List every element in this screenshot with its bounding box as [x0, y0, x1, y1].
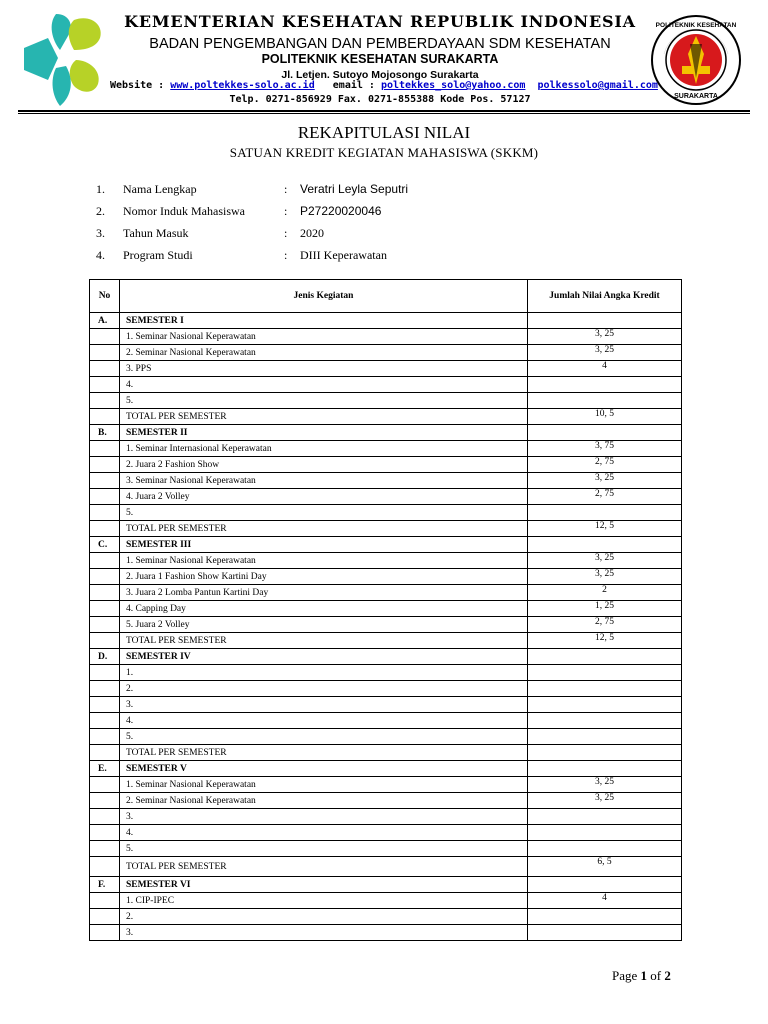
info-colon: : [284, 248, 288, 262]
table-row [90, 329, 682, 345]
row-credit: 4 [528, 361, 682, 377]
row-no: D. [90, 649, 120, 665]
institution-name: POLITEKNIK KESEHATAN SURAKARTA [261, 52, 499, 66]
institution-address: Jl. Letjen. Sutoyo Mojosongo Surakarta [281, 69, 479, 81]
row-credit: 1, 25 [528, 601, 682, 617]
row-credit: 3, 75 [528, 441, 682, 457]
row-no [90, 841, 120, 857]
skkm-table [89, 279, 682, 941]
header-no: No [90, 280, 120, 313]
row-activity: 5. [120, 505, 528, 521]
row-activity: SEMESTER III [120, 537, 528, 553]
table-row [90, 697, 682, 713]
row-credit [528, 761, 682, 777]
row-credit: 3, 25 [528, 793, 682, 809]
row-no [90, 633, 120, 649]
row-no [90, 585, 120, 601]
row-activity: 4. [120, 377, 528, 393]
row-credit [528, 697, 682, 713]
email-label: email : [332, 80, 381, 91]
info-value: 2020 [300, 226, 324, 240]
row-no: F. [90, 877, 120, 893]
row-no [90, 441, 120, 457]
row-activity: TOTAL PER SEMESTER [120, 409, 528, 425]
row-no [90, 697, 120, 713]
row-activity: 4. [120, 713, 528, 729]
header-activity: Jenis Kegiatan [120, 280, 528, 313]
row-credit: 3, 25 [528, 777, 682, 793]
row-activity: 3. PPS [120, 361, 528, 377]
row-activity: SEMESTER I [120, 313, 528, 329]
row-activity: 3. [120, 809, 528, 825]
row-activity: 1. Seminar Nasional Keperawatan [120, 553, 528, 569]
info-value: Veratri Leyla Seputri [300, 182, 409, 196]
email-link-2[interactable]: polkessolo@gmail.com [537, 80, 658, 91]
row-activity: 4. Capping Day [120, 601, 528, 617]
row-no [90, 393, 120, 409]
row-activity: 1. [120, 665, 528, 681]
row-no [90, 857, 120, 877]
row-activity: SEMESTER II [120, 425, 528, 441]
row-credit [528, 649, 682, 665]
row-credit [528, 665, 682, 681]
info-no: 4. [96, 248, 105, 262]
row-activity: 3. [120, 925, 528, 941]
row-credit [528, 313, 682, 329]
row-activity: 5. [120, 841, 528, 857]
table-row [90, 713, 682, 729]
row-activity: 2. Juara 1 Fashion Show Kartini Day [120, 569, 528, 585]
table-row [90, 681, 682, 697]
row-activity: 2. Seminar Nasional Keperawatan [120, 793, 528, 809]
table-row [90, 489, 682, 505]
row-no: C. [90, 537, 120, 553]
info-row-year [0, 226, 768, 246]
semester-row [90, 425, 682, 441]
row-credit: 2, 75 [528, 457, 682, 473]
table-row [90, 441, 682, 457]
row-no: E. [90, 761, 120, 777]
row-no [90, 825, 120, 841]
row-credit: 4 [528, 893, 682, 909]
table-row [90, 617, 682, 633]
website-label: Website : [110, 80, 171, 91]
table-row [90, 809, 682, 825]
agency-name: BADAN PENGEMBANGAN DAN PEMBERDAYAAN SDM KESEHATAN [149, 36, 611, 52]
semester-row [90, 537, 682, 553]
table-row [90, 893, 682, 909]
semester-row [90, 313, 682, 329]
row-credit [528, 825, 682, 841]
row-credit [528, 841, 682, 857]
table-row [90, 505, 682, 521]
info-no: 3. [96, 226, 105, 240]
info-row-nim [0, 204, 768, 224]
contact-line: Telp. 0271-856929 Fax. 0271-855388 Kode Pos. 57127 [229, 94, 531, 105]
info-colon: : [284, 204, 288, 218]
row-no [90, 377, 120, 393]
row-activity: 1. CIP-IPEC [120, 893, 528, 909]
table-row [90, 601, 682, 617]
row-no [90, 601, 120, 617]
row-no [90, 793, 120, 809]
row-no [90, 409, 120, 425]
row-credit: 3, 25 [528, 345, 682, 361]
document-title: REKAPITULASI NILAI [297, 123, 471, 142]
row-activity: 2. Seminar Nasional Keperawatan [120, 345, 528, 361]
row-no [90, 553, 120, 569]
table-row [90, 553, 682, 569]
semester-row [90, 877, 682, 893]
table-row [90, 793, 682, 809]
row-activity: 5. [120, 393, 528, 409]
row-credit: 6, 5 [528, 857, 682, 877]
row-no [90, 489, 120, 505]
info-no: 2. [96, 204, 105, 218]
document-subtitle: SATUAN KREDIT KEGIATAN MAHASISWA (SKKM) [229, 145, 539, 160]
kemenkes-logo [18, 10, 108, 110]
row-credit: 3, 25 [528, 553, 682, 569]
row-credit [528, 537, 682, 553]
semester-row [90, 649, 682, 665]
row-credit: 3, 25 [528, 569, 682, 585]
row-no [90, 505, 120, 521]
info-row-name [0, 182, 768, 202]
row-no [90, 361, 120, 377]
row-no [90, 617, 120, 633]
row-no [90, 473, 120, 489]
table-row [90, 457, 682, 473]
row-credit [528, 713, 682, 729]
row-activity: SEMESTER IV [120, 649, 528, 665]
row-activity: 1. Seminar Internasional Keperawatan [120, 441, 528, 457]
row-credit [528, 393, 682, 409]
table-row [90, 825, 682, 841]
row-credit: 12, 5 [528, 633, 682, 649]
row-no [90, 681, 120, 697]
row-activity: 4. Juara 2 Volley [120, 489, 528, 505]
table-row [90, 361, 682, 377]
table-row [90, 569, 682, 585]
table-row [90, 841, 682, 857]
row-activity: 1. Seminar Nasional Keperawatan [120, 329, 528, 345]
row-credit: 2, 75 [528, 617, 682, 633]
row-no [90, 329, 120, 345]
row-activity: TOTAL PER SEMESTER [120, 633, 528, 649]
poltekkes-seal-logo [650, 14, 742, 106]
row-credit [528, 681, 682, 697]
row-no [90, 745, 120, 761]
row-no [90, 925, 120, 941]
row-activity: TOTAL PER SEMESTER [120, 857, 528, 877]
row-no [90, 729, 120, 745]
row-no [90, 713, 120, 729]
table-row [90, 729, 682, 745]
row-credit: 2, 75 [528, 489, 682, 505]
table-row [90, 393, 682, 409]
info-colon: : [284, 182, 288, 196]
row-activity: TOTAL PER SEMESTER [120, 745, 528, 761]
row-no [90, 777, 120, 793]
row-activity: 2. [120, 681, 528, 697]
website-email-line [110, 80, 658, 91]
email-link-1[interactable]: poltekkes_solo@yahoo.com [380, 80, 526, 91]
row-activity: 3. Juara 2 Lomba Pantun Kartini Day [120, 585, 528, 601]
row-credit [528, 877, 682, 893]
table-row [90, 521, 682, 537]
row-no: A. [90, 313, 120, 329]
row-no [90, 665, 120, 681]
row-credit [528, 377, 682, 393]
info-label: Program Studi [123, 248, 193, 262]
page-number [612, 968, 671, 984]
row-activity: 3. Seminar Nasional Keperawatan [120, 473, 528, 489]
row-no [90, 521, 120, 537]
semester-row [90, 761, 682, 777]
row-credit [528, 729, 682, 745]
row-credit [528, 925, 682, 941]
info-value: P27220020046 [300, 204, 382, 218]
header-credit: Jumlah Nilai Angka Kredit [528, 280, 682, 313]
row-no: B. [90, 425, 120, 441]
row-no [90, 893, 120, 909]
row-activity: SEMESTER V [120, 761, 528, 777]
table-row [90, 473, 682, 489]
info-label: Tahun Masuk [123, 226, 189, 240]
row-activity: 1. Seminar Nasional Keperawatan [120, 777, 528, 793]
table-row [90, 777, 682, 793]
row-activity: 4. [120, 825, 528, 841]
page-total: 2 [664, 968, 671, 983]
table-row [90, 409, 682, 425]
table-row [90, 925, 682, 941]
info-colon: : [284, 226, 288, 240]
row-activity: SEMESTER VI [120, 877, 528, 893]
page-current: 1 [640, 968, 648, 983]
row-no [90, 809, 120, 825]
row-credit [528, 505, 682, 521]
row-activity: 3. [120, 697, 528, 713]
row-activity: 2. Juara 2 Fashion Show [120, 457, 528, 473]
row-credit [528, 809, 682, 825]
ministry-name: KEMENTERIAN KESEHATAN REPUBLIK INDONESIA [124, 12, 636, 31]
seal-city-text: SURAKARTA [674, 93, 718, 100]
row-credit [528, 425, 682, 441]
table-row [90, 633, 682, 649]
website-link[interactable]: www.poltekkes-solo.ac.id [170, 80, 315, 91]
row-credit [528, 745, 682, 761]
table-row [90, 665, 682, 681]
row-credit: 3, 25 [528, 329, 682, 345]
info-no: 1. [96, 182, 105, 196]
table-header-row [90, 280, 682, 313]
row-no [90, 569, 120, 585]
info-value: DIII Keperawatan [300, 248, 387, 262]
row-credit: 3, 25 [528, 473, 682, 489]
header-rule-thick [18, 110, 750, 112]
row-credit [528, 909, 682, 925]
row-credit: 10, 5 [528, 409, 682, 425]
info-label: Nama Lengkap [123, 182, 197, 196]
row-activity: 5. [120, 729, 528, 745]
row-credit: 2 [528, 585, 682, 601]
table-row [90, 345, 682, 361]
table-row [90, 857, 682, 877]
seal-name-text: POLITEKNIK KESEHATAN [655, 22, 737, 29]
table-body [90, 313, 682, 941]
table-row [90, 585, 682, 601]
header-rule-thin [18, 113, 750, 114]
table-row [90, 745, 682, 761]
row-no [90, 909, 120, 925]
table-row [90, 377, 682, 393]
row-no [90, 457, 120, 473]
row-activity: TOTAL PER SEMESTER [120, 521, 528, 537]
row-activity: 5. Juara 2 Volley [120, 617, 528, 633]
info-label: Nomor Induk Mahasiswa [123, 204, 245, 218]
page-word: Page [612, 968, 641, 983]
page-of-word: of [647, 968, 665, 983]
table-row [90, 909, 682, 925]
row-credit: 12, 5 [528, 521, 682, 537]
row-no [90, 345, 120, 361]
info-row-program [0, 248, 768, 268]
row-activity: 2. [120, 909, 528, 925]
